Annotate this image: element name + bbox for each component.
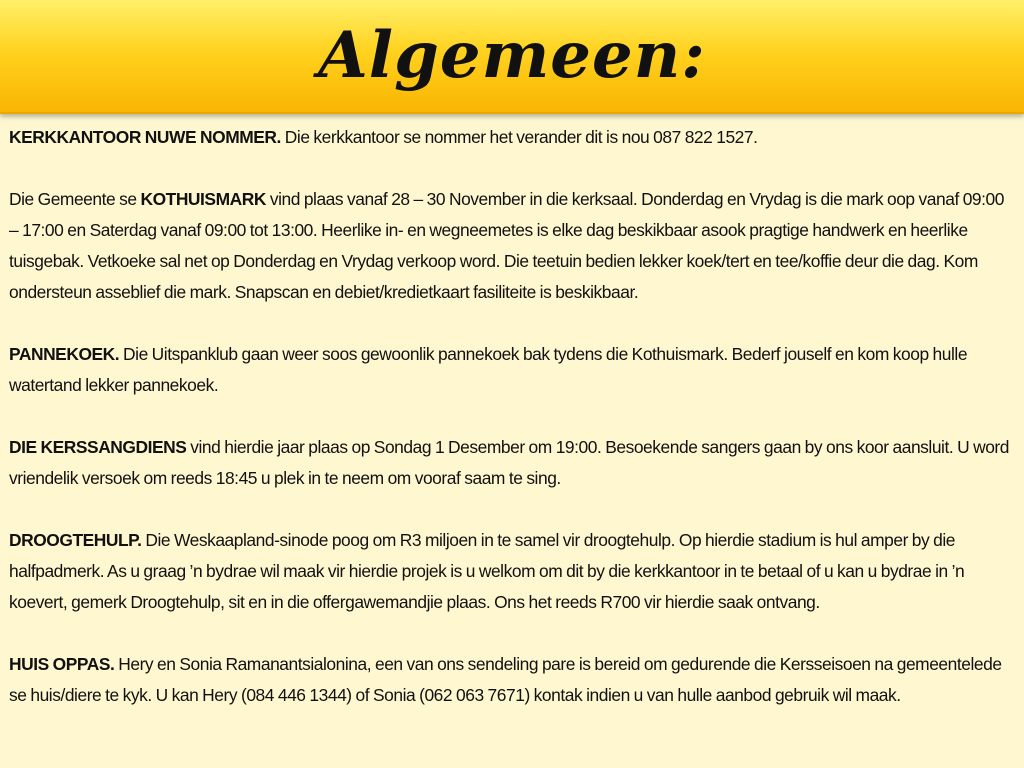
announcement-heading: KERKKANTOOR NUWE NOMMER. — [9, 127, 281, 147]
announcement-kerssangdiens — [9, 432, 1014, 494]
announcement-droogtehulp — [9, 525, 1014, 618]
announcement-huis-oppas — [9, 649, 1014, 711]
announcement-heading: DROOGTEHULP. — [9, 530, 142, 550]
announcement-text: vind hierdie jaar plaas op Sondag 1 Desember om 19:00. Besoekende sangers gaan by ons koor aansluit. U word vriendelik versoek om reeds 18:45 u plek in te neem om vooraf saam te sing. — [9, 437, 1009, 488]
announcements — [9, 122, 1014, 711]
announcement-intro: Die Gemeente se — [9, 189, 141, 209]
announcement-kerkkantoor — [9, 122, 1014, 153]
announcement-kothuismark — [9, 184, 1014, 308]
announcement-heading: DIE KERSSANGDIENS — [9, 437, 187, 457]
banner-divider — [0, 112, 1024, 114]
announcement-text: Die Weskaapland-sinode poog om R3 miljoen in te samel vir droogtehulp. Op hierdie stadium is hul amper by die halfpadmerk. As u graag ’n bydrae wil maak vir hierdie projek is u welkom om dit by die kerkkantoor in te betaal of u kan u bydrae in ’n koevert, gemerk Droogtehulp, sit en in die offergawemandjie plaas. Ons het reeds R700 vir hierdie saak ontvang. — [9, 530, 965, 612]
page-title: Algemeen: — [318, 18, 706, 93]
announcement-heading: KOTHUISMARK — [140, 189, 266, 209]
announcement-text: vind plaas vanaf 28 – 30 November in die kerksaal. Donderdag en Vrydag is die mark oop vanaf 09:00 – 17:00 en Saterdag vanaf 09:00 tot 13:00. Heerlike in- en wegneemetes is elke dag beskikbaar asook pragtige handwerk en heerlike tuisgebak. Vetkoeke sal net op Donderdag en Vrydag verkoop word. Die teetuin bedien lekker koek/tert en tee/koffie deur die dag. Kom ondersteun asseblief die mark. Snapscan en debiet/kredietkaart fasiliteite is beskikbaar. — [9, 189, 1004, 302]
announcement-heading: HUIS OPPAS. — [9, 654, 115, 674]
announcement-text: Die Uitspanklub gaan weer soos gewoonlik pannekoek bak tydens die Kothuismark. Bederf jouself en kom koop hulle watertand lekker pannekoek. — [9, 344, 968, 395]
title-banner — [0, 0, 1024, 114]
announcement-text: Die kerkkantoor se nommer het verander dit is nou 087 822 1527. — [280, 127, 758, 147]
announcement-heading: PANNEKOEK. — [9, 344, 120, 364]
announcement-text: Hery en Sonia Ramanantsialonina, een van ons sendeling pare is bereid om gedurende die Kersseisoen na gemeentelede se huis/diere te kyk. U kan Hery (084 446 1344) of Sonia (062 063 7671) kontak indien u van hulle aanbod gebruik wil maak. — [9, 654, 1002, 705]
announcement-pannekoek — [9, 339, 1014, 401]
